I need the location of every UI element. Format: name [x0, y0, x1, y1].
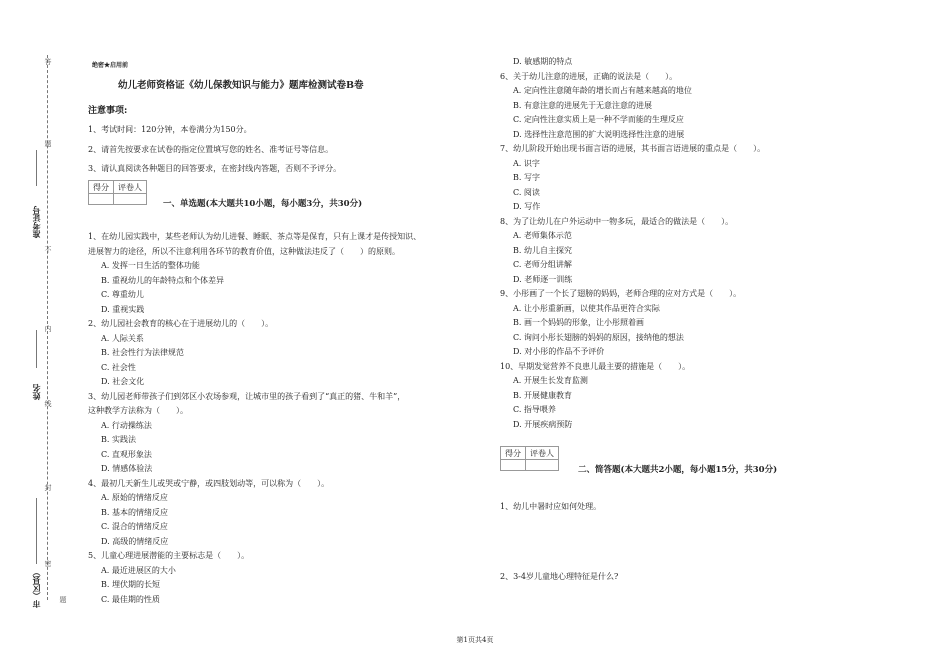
binding-char: 题: [44, 140, 52, 147]
question-text: 这种教学方法称为（ ）。: [88, 406, 188, 415]
option: C. 混合的情绪反应: [101, 522, 168, 531]
grader-label: 评卷人: [114, 181, 147, 194]
option: A. 开展生长发育监测: [513, 376, 588, 385]
option: C. 定向性注意实质上是一种不学而能的生理反应: [513, 115, 684, 124]
option: A. 让小彤重新画，以使其作品更符合实际: [513, 303, 660, 313]
option: B. 埋伏期的长短: [101, 580, 160, 589]
name-label: 姓名: [31, 384, 41, 400]
option: D. 情感体验法: [101, 464, 153, 473]
page-title: 幼儿老师资格证《幼儿保教知识与能力》题库检测试卷B卷: [118, 80, 364, 91]
notice-heading: 注意事项:: [88, 106, 128, 116]
option: B. 基本的情绪反应: [101, 507, 168, 517]
option: C. 社会性: [101, 362, 136, 372]
notice-item: 2、请首先按要求在试卷的指定位置填写您的姓名、准考证号等信息。: [88, 144, 334, 154]
region-label: 市（区县）: [31, 568, 41, 608]
option: D. 高级的情绪反应: [101, 536, 169, 546]
option: A. 识字: [513, 158, 540, 168]
binding-char: 线: [44, 400, 52, 407]
option: C. 阅读: [513, 187, 540, 197]
question-text: 6、关于幼儿注意的进展，正确的说法是（ ）。: [500, 71, 678, 81]
section2-title: 二、简答题(本大题共2小题，每小题15分，共30分): [578, 465, 778, 475]
question-text: 4、最初几天新生儿或哭或宁静，或四肢划动等，可以称为（ ）。: [88, 478, 330, 488]
question-text: 8、为了让幼儿在户外运动中一物多玩，最适合的做法是（ ）。: [500, 216, 734, 226]
question-text: 7、幼儿阶段开始出现书面言语的进展，其书面言语进展的重点是（ ）。: [500, 144, 766, 153]
option: D. 对小彤的作品不予评价: [513, 347, 605, 356]
option: B. 画一个妈妈的形象，让小彤照着画: [513, 318, 644, 327]
option: B. 实践法: [101, 435, 136, 444]
option: D. 社会文化: [101, 377, 145, 386]
question-text: 9、小彤画了一个长了翅膀的妈妈，老师合理的应对方式是（ ）。: [500, 289, 742, 298]
option: A. 原始的情绪反应: [101, 493, 168, 502]
option: A. 最近进展区的大小: [101, 565, 176, 575]
option: A. 老师集体示范: [513, 231, 572, 240]
option: C. 指导喂养: [513, 405, 556, 414]
score-label: 得分: [501, 447, 526, 460]
option: C. 直观形象法: [101, 449, 152, 459]
notice-item: 3、请认真阅读各种题目的回答要求，在密封线内答题，否则不予评分。: [88, 164, 342, 173]
option: C. 询问小彤长翅膀的妈妈的原因，接纳他的想法: [513, 332, 684, 342]
left-column: [88, 230, 421, 607]
question-text: 进展智力的途径，所以不注意利用各环节的教育价值，这种做法违反了（ ）的原则。: [88, 246, 400, 256]
option: C. 老师分组讲解: [513, 260, 572, 269]
question-text: 3、幼儿园老师带孩子们到郊区小农场参观，让城市里的孩子看到了“真正的猪、牛和羊”，: [88, 391, 406, 401]
option: A. 定向性注意随年龄的增长而占有越来越高的地位: [513, 86, 692, 95]
score-box: [500, 446, 559, 471]
option: D. 敏感期的特点: [513, 57, 573, 66]
region-line: [36, 498, 37, 564]
binding-char: 封: [44, 484, 52, 491]
option: A. 人际关系: [101, 333, 144, 343]
binding-char: 内: [44, 325, 52, 332]
section1-title: 一、单选题(本大题共10小题，每小题3分，共30分): [163, 199, 363, 209]
option: B. 社会性行为法律规范: [101, 348, 184, 357]
question-text: 2、3-4岁儿童地心理特征是什么?: [500, 572, 619, 581]
question-text: 2、幼儿园社会教育的核心在于进展幼儿的（ ）。: [88, 319, 274, 328]
question-text: 1、在幼儿园实践中，某些老师认为幼儿进餐、睡眠、茶点等是保育，只有上课才是传授知识、: [88, 232, 422, 241]
question-text: 10、早期发觉营养不良患儿最主要的措施是（ ）。: [500, 361, 691, 371]
right-column: [500, 55, 765, 432]
name-line: [36, 330, 37, 368]
exam-id-line: [36, 150, 37, 186]
exam-id-label: 准考证号: [31, 206, 41, 238]
option: C. 最佳期的性质: [101, 594, 160, 604]
option: B. 幼儿自主探究: [513, 245, 572, 255]
option: D. 重视实践: [101, 304, 145, 314]
score-label: 得分: [89, 181, 114, 194]
option: D. 选择性注意范围的扩大说明选择性注意的进展: [513, 129, 685, 139]
option: A. 发挥一日生活的整体功能: [101, 261, 200, 270]
question-text: 1、幼儿中暑时应如何处理。: [500, 502, 602, 511]
page-number: 第1页共4页: [456, 636, 494, 644]
grader-label: 评卷人: [526, 447, 559, 460]
question-text: 5、儿童心理进展潜能的主要标志是（ ）。: [88, 551, 250, 560]
notice-item: 1、考试时间：120分钟，本卷满分为150分。: [88, 125, 252, 134]
option: D. 老师逐一训练: [513, 274, 573, 284]
option: D. 写作: [513, 202, 541, 211]
secret-label: 绝密★启用前: [92, 62, 129, 69]
option: B. 写字: [513, 173, 540, 182]
binding-char: 答: [44, 58, 52, 65]
binding-char: 不: [44, 246, 52, 253]
score-box: [88, 180, 147, 205]
binding-char: 密: [44, 560, 52, 567]
option: C. 尊重幼儿: [101, 290, 144, 299]
option: B. 重视幼儿的年龄特点和个体差异: [101, 275, 224, 285]
option: B. 开展健康教育: [513, 390, 572, 400]
binding-char: 题: [59, 596, 67, 603]
option: A. 行动操练法: [101, 420, 152, 430]
option: D. 开展疾病预防: [513, 419, 573, 429]
option: B. 有意注意的进展先于无意注意的进展: [513, 100, 652, 110]
